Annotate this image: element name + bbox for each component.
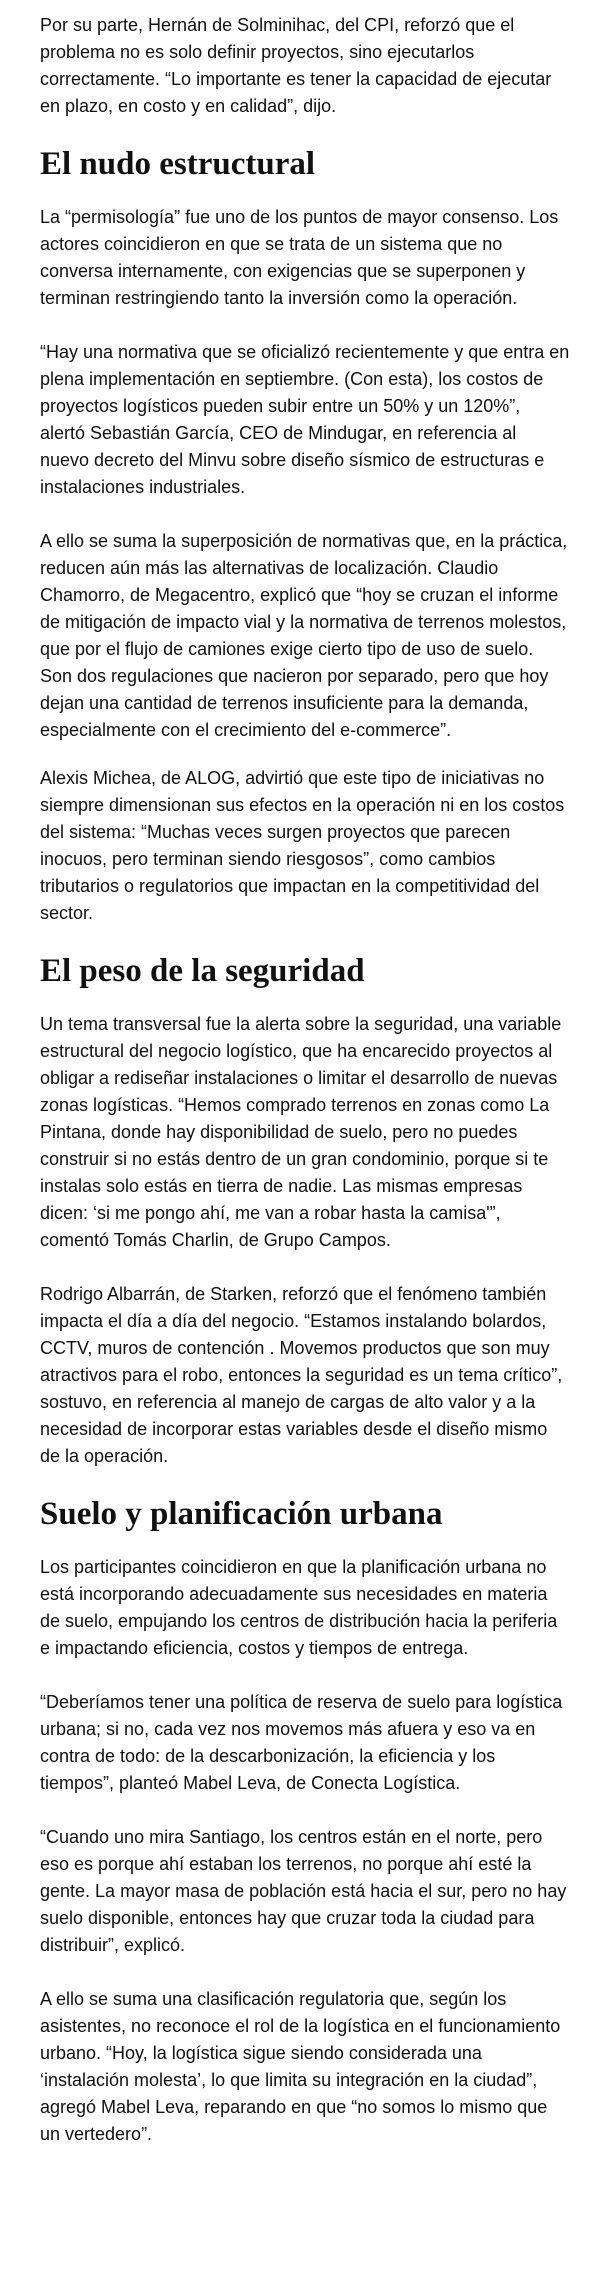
paragraph: A ello se suma una clasificación regulatoria que, según los asistentes, no reconoce el rol de la logística en el funcionamiento urbano. “Hoy, la logística sigue siendo considerada una ‘instalación molesta’, lo que limita su integración en la ciudad”, agregó Mabel Leva, reparando en que “no somos lo mismo que un vertedero”. bbox=[40, 1989, 561, 2144]
section-heading-peso-seguridad: El peso de la seguridad bbox=[40, 953, 365, 989]
paragraph: Un tema transversal fue la alerta sobre la seguridad, una variable estructural del negocio logístico, que ha encarecido proyectos al obligar a rediseñar instalaciones o limitar el desarrollo de nuevas zonas logísticas. “Hemos comprado terrenos en zonas como La Pintana, donde hay disponibilidad de suelo, pero no puedes construir si no estás dentro de un gran condominio, porque si te instalas solo estás en tierra de nadie. Las mismas empresas dicen: ‘si me pongo ahí, me van a robar hasta la camisa'”, comentó Tomás Charlin, de Grupo Campos. bbox=[40, 1014, 562, 1250]
paragraph: “Cuando uno mira Santiago, los centros están en el norte, pero eso es porque ahí estaban los terrenos, no porque ahí esté la gente. La mayor masa de población está hacia el sur, pero no hay suelo disponible, entonces hay que cruzar toda la ciudad para distribuir”, explicó. bbox=[40, 1827, 567, 1955]
paragraph: Por su parte, Hernán de Solminihac, del CPI, reforzó que el problema no es solo definir proyectos, sino ejecutarlos correctamente. “Lo importante es tener la capacidad de ejecutar en plazo, en costo y en calidad”, dijo. bbox=[40, 15, 552, 116]
section-heading-suelo-planificacion: Suelo y planificación urbana bbox=[40, 1496, 443, 1532]
section-heading-nudo-estructural: El nudo estructural bbox=[40, 146, 316, 182]
paragraph: Rodrigo Albarrán, de Starken, reforzó que el fenómeno también impacta el día a día del negocio. “Estamos instalando bolardos, CCTV, muros de contención . Movemos productos que son muy atractivos para el robo, entonces la seguridad es un tema crítico”, sostuvo, en referencia al manejo de cargas de alto valor y a la necesidad de incorporar estas variables desde el diseño mismo de la operación. bbox=[40, 1284, 563, 1466]
paragraph: “Hay una normativa que se oficializó recientemente y que entra en plena implementación en septiembre. (Con esta), los costos de proyectos logísticos pueden subir entre un 50% y un 120%”, alertó Sebastián García, CEO de Mindugar, en referencia al nuevo decreto del Minvu sobre diseño sísmico de estructuras e instalaciones industriales. bbox=[40, 342, 570, 497]
paragraph: Alexis Michea, de ALOG, advirtió que este tipo de iniciativas no siempre dimensionan sus efectos en la operación ni en los costos del sistema: “Muchas veces surgen proyectos que parecen inocuos, pero terminan siendo riesgosos”, como cambios tributarios o regulatorios que impactan en la competitividad del sector. bbox=[40, 768, 565, 923]
paragraph: “Deberíamos tener una política de reserva de suelo para logística urbana; si no, cada vez nos movemos más afuera y eso va en contra de todo: de la descarbonización, la eficiencia y los tiempos”, planteó Mabel Leva, de Conecta Logística. bbox=[40, 1692, 563, 1793]
paragraph: Los participantes coincidieron en que la planificación urbana no está incorporando adecuadamente sus necesidades en materia de suelo, empujando los centros de distribución hacia la periferia e impactando eficiencia, costos y tiempos de entrega. bbox=[40, 1557, 558, 1658]
paragraph: A ello se suma la superposición de normativas que, en la práctica, reducen aún más las alternativas de localización. Claudio Chamorro, de Megacentro, explicó que “hoy se cruzan el informe de mitigación de impacto vial y la normativa de terrenos molestos, que por el flujo de camiones exige cierto tipo de uso de suelo. Son dos regulaciones que nacieron por separado, pero que hoy dejan una cantidad de terrenos insuficiente para la demanda, especialmente con el crecimiento del e-commerce”. bbox=[40, 531, 568, 740]
paragraph: La “permisología” fue uno de los puntos de mayor consenso. Los actores coincidieron en que se trata de un sistema que no conversa internamente, con exigencias que se superponen y terminan restringiendo tanto la inversión como la operación. bbox=[40, 207, 559, 308]
